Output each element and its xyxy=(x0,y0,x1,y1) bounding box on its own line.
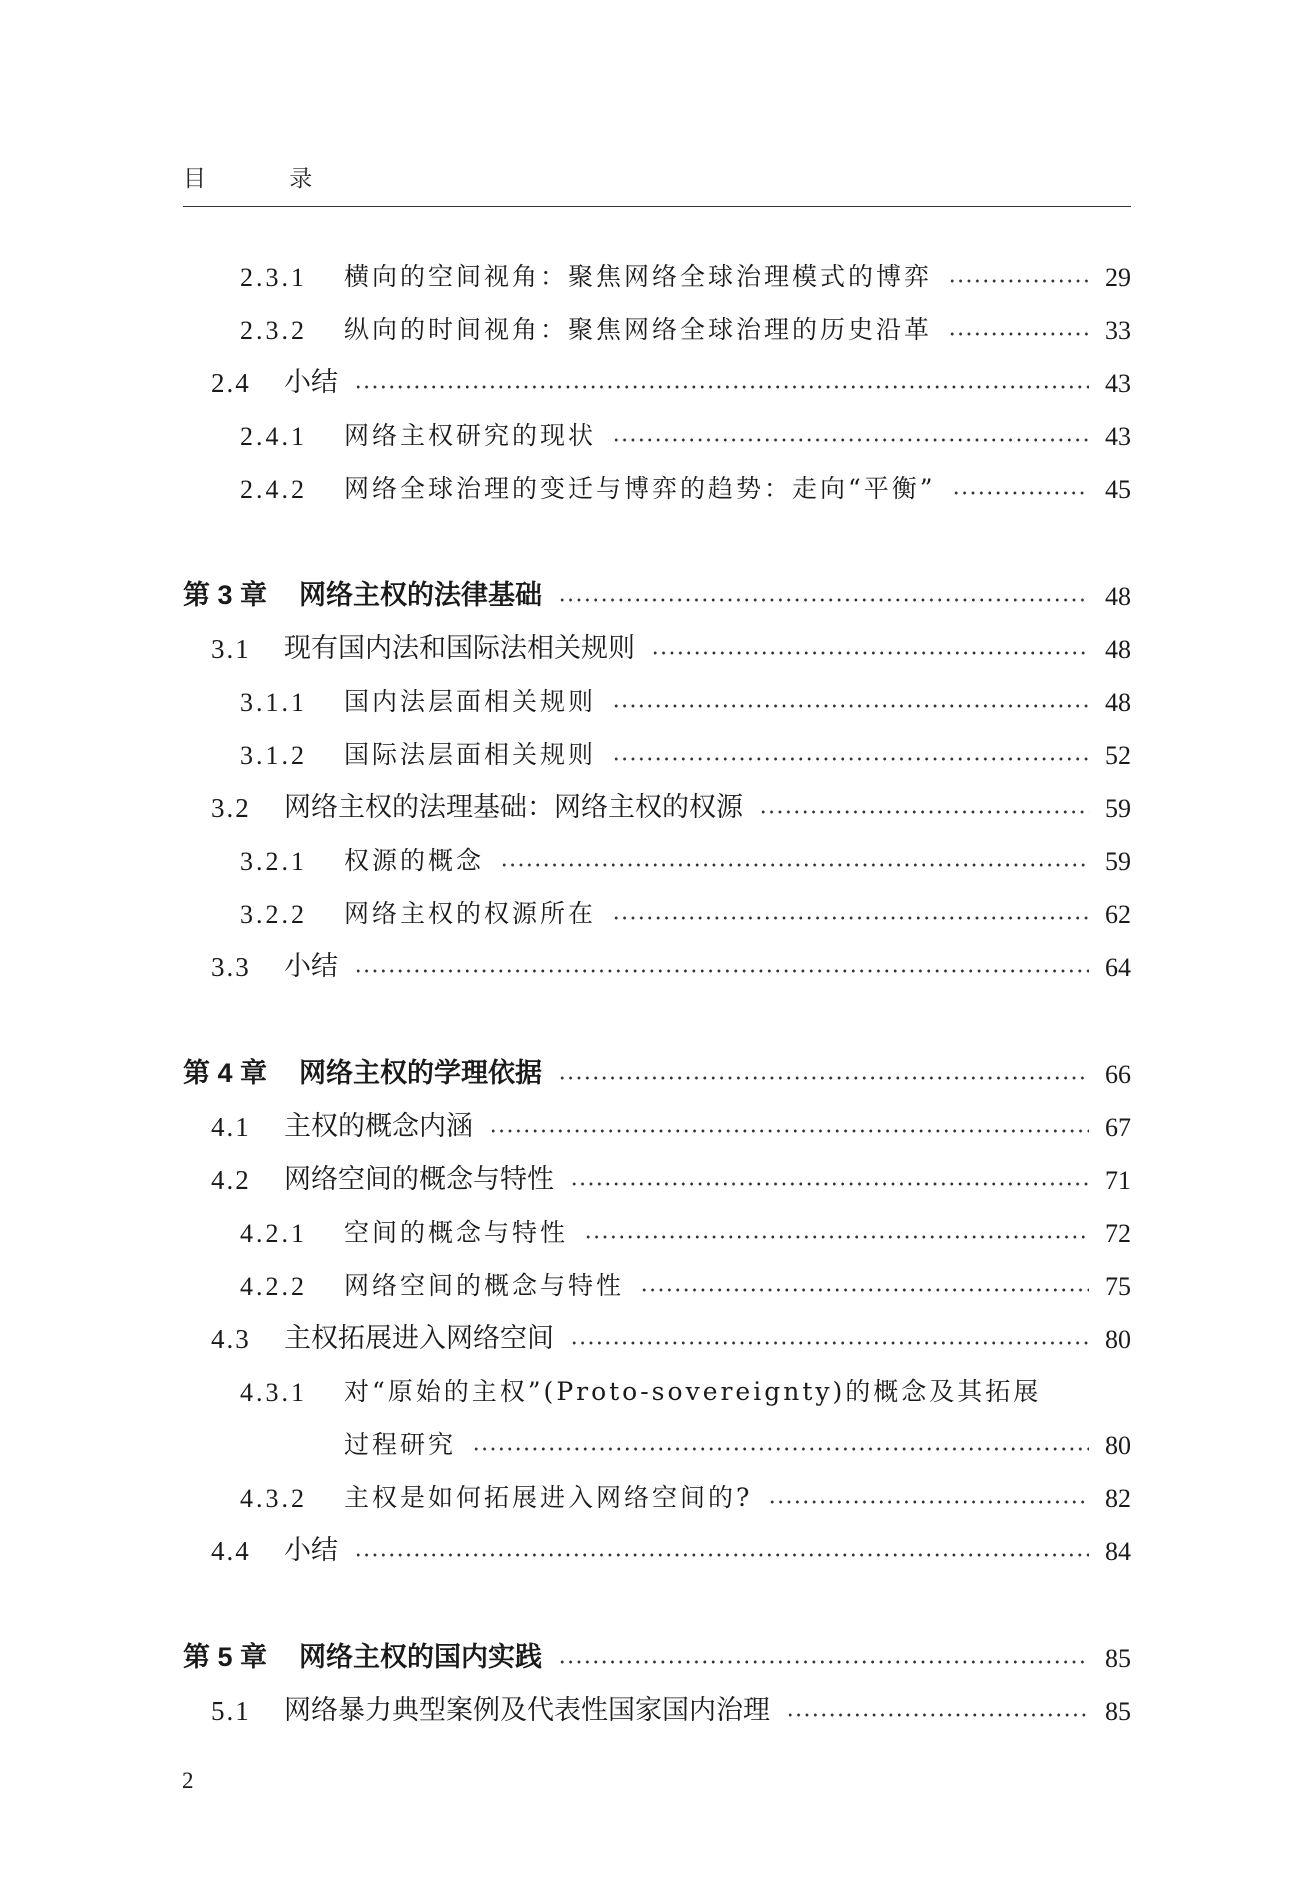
toc-entry-page: 59 xyxy=(1105,794,1131,823)
toc-entry-number: 第 3 章 xyxy=(183,580,268,610)
toc-entry-page: 72 xyxy=(1105,1219,1131,1248)
toc-entry-number: 3.1.1 xyxy=(240,688,307,717)
toc-entry-2-4-2 xyxy=(0,465,1307,505)
dot-leader xyxy=(786,1710,1089,1720)
toc-entry-page: 43 xyxy=(1105,369,1131,398)
toc-entry-title: 国际法层面相关规则 xyxy=(344,740,597,769)
toc-entry-title: 网络主权研究的现状 xyxy=(344,421,597,450)
toc-entry-title: 主权是如何拓展进入网络空间的? xyxy=(344,1483,753,1512)
toc-entry-4-2-1 xyxy=(0,1209,1307,1249)
toc-entry-title: 网络空间的概念与特性 xyxy=(284,1164,554,1195)
toc-entry-title: 小结 xyxy=(284,951,338,982)
toc-entry-number: 4.2.1 xyxy=(240,1219,307,1248)
toc-entry-title: 主权拓展进入网络空间 xyxy=(284,1323,554,1354)
toc-entry-number: 2.3.2 xyxy=(240,316,307,345)
toc-entry-page: 66 xyxy=(1105,1060,1131,1089)
toc-chapter-3 xyxy=(0,572,1307,612)
toc-entry-number: 4.3.1 xyxy=(240,1378,307,1407)
toc-entry-page: 84 xyxy=(1105,1537,1131,1566)
toc-entry-3-3 xyxy=(0,943,1307,983)
toc-entry-page: 52 xyxy=(1105,741,1131,770)
toc-entry-page: 85 xyxy=(1105,1697,1131,1726)
toc-entry-2-3-2 xyxy=(0,306,1307,346)
toc-entry-title: 网络暴力典型案例及代表性国家国内治理 xyxy=(284,1695,770,1726)
toc-entry-number: 3.2.1 xyxy=(240,847,307,876)
dot-leader xyxy=(952,488,1089,498)
toc-entry-page: 85 xyxy=(1105,1644,1131,1673)
toc-entry-page: 80 xyxy=(1105,1431,1131,1460)
running-header: 目 录 xyxy=(183,166,351,192)
toc-chapter-4 xyxy=(0,1050,1307,1090)
toc-entry-4-3-1 xyxy=(0,1368,1307,1408)
dot-leader xyxy=(612,435,1089,445)
toc-entry-number: 4.1 xyxy=(211,1112,251,1142)
dot-leader xyxy=(570,1338,1089,1348)
toc-entry-4-2-2 xyxy=(0,1262,1307,1302)
toc-entry-title: 小结 xyxy=(284,1535,338,1566)
toc-entry-page: 64 xyxy=(1105,953,1131,982)
toc-entry-title: 主权的概念内涵 xyxy=(284,1111,473,1142)
toc-entry-number: 3.2 xyxy=(211,793,251,823)
toc-entry-title: 对“原始的主权”(Proto-sovereignty)的概念及其拓展 xyxy=(344,1377,1042,1406)
toc-entry-4-3-2 xyxy=(0,1474,1307,1514)
toc-entry-title: 国内法层面相关规则 xyxy=(344,687,597,716)
dot-leader xyxy=(500,860,1089,870)
dot-leader xyxy=(472,1444,1089,1454)
toc-entry-4-3-1-continued xyxy=(0,1421,1307,1461)
toc-entry-number: 4.3.2 xyxy=(240,1484,307,1513)
toc-entry-2-4 xyxy=(0,359,1307,399)
toc-entry-2-3-1 xyxy=(0,253,1307,293)
toc-entry-number: 2.4.2 xyxy=(240,475,307,504)
toc-entry-title: 网络主权的学理依据 xyxy=(299,1058,542,1088)
toc-entry-number: 3.2.2 xyxy=(240,900,307,929)
toc-entry-number: 4.4 xyxy=(211,1536,251,1566)
dot-leader xyxy=(640,1285,1089,1295)
dot-leader xyxy=(651,648,1089,658)
toc-entry-3-1 xyxy=(0,625,1307,665)
toc-entry-page: 29 xyxy=(1105,263,1131,292)
toc-entry-title: 小结 xyxy=(284,367,338,398)
toc-entry-number: 2.4.1 xyxy=(240,422,307,451)
toc-entry-title: 横向的空间视角：聚焦网络全球治理模式的博弈 xyxy=(344,262,933,291)
toc-entry-title: 网络主权的法律基础 xyxy=(299,580,542,610)
toc-entry-3-2-2 xyxy=(0,890,1307,930)
toc-entry-number: 2.4 xyxy=(211,368,251,398)
toc-entry-3-1-1 xyxy=(0,678,1307,718)
toc-entry-page: 71 xyxy=(1105,1166,1131,1195)
toc-entry-3-2-1 xyxy=(0,837,1307,877)
dot-leader xyxy=(558,1073,1089,1083)
dot-leader xyxy=(489,1126,1089,1136)
dot-leader xyxy=(612,913,1089,923)
toc-entry-page: 48 xyxy=(1105,635,1131,664)
toc-entry-page: 80 xyxy=(1105,1325,1131,1354)
dot-leader xyxy=(612,701,1089,711)
dot-leader xyxy=(558,595,1089,605)
toc-entry-page: 67 xyxy=(1105,1113,1131,1142)
dot-leader xyxy=(948,329,1089,339)
toc-entry-number: 3.3 xyxy=(211,952,251,982)
toc-entry-title: 网络全球治理的变迁与博弈的趋势：走向“平衡” xyxy=(344,474,936,503)
toc-entry-number: 4.2.2 xyxy=(240,1272,307,1301)
dot-leader xyxy=(768,1497,1089,1507)
toc-entry-page: 82 xyxy=(1105,1484,1131,1513)
toc-entry-title: 空间的概念与特性 xyxy=(344,1218,569,1247)
dot-leader xyxy=(948,276,1089,286)
toc-entry-title: 权源的概念 xyxy=(344,846,485,875)
page-number: 2 xyxy=(182,1768,194,1793)
toc-entry-title: 网络空间的概念与特性 xyxy=(344,1271,625,1300)
dot-leader xyxy=(354,1550,1089,1560)
toc-entry-title-continued: 过程研究 xyxy=(344,1430,457,1459)
toc-entry-page: 75 xyxy=(1105,1272,1131,1301)
toc-entry-number: 第 4 章 xyxy=(183,1058,268,1088)
toc-entry-5-1 xyxy=(0,1687,1307,1727)
toc-entry-number: 3.1.2 xyxy=(240,741,307,770)
dot-leader xyxy=(354,382,1089,392)
toc-entry-number: 4.3 xyxy=(211,1324,251,1354)
toc-entry-page: 48 xyxy=(1105,688,1131,717)
toc-entry-page: 45 xyxy=(1105,475,1131,504)
toc-entry-page: 43 xyxy=(1105,422,1131,451)
toc-entry-number: 3.1 xyxy=(211,634,251,664)
toc-entry-number: 4.2 xyxy=(211,1165,251,1195)
toc-entry-title: 网络主权的法理基础：网络主权的权源 xyxy=(284,792,743,823)
dot-leader xyxy=(558,1657,1089,1667)
toc-chapter-5 xyxy=(0,1634,1307,1674)
toc-entry-page: 59 xyxy=(1105,847,1131,876)
toc-entry-number: 5.1 xyxy=(211,1696,251,1726)
toc-entry-title: 网络主权的国内实践 xyxy=(299,1642,542,1672)
toc-entry-number: 第 5 章 xyxy=(183,1642,268,1672)
dot-leader xyxy=(584,1232,1089,1242)
toc-entry-title: 现有国内法和国际法相关规则 xyxy=(284,633,635,664)
dot-leader xyxy=(612,754,1089,764)
dot-leader xyxy=(354,966,1089,976)
toc-entry-number: 2.3.1 xyxy=(240,263,307,292)
toc-entry-3-2 xyxy=(0,784,1307,824)
toc-entry-4-4 xyxy=(0,1527,1307,1567)
toc-entry-page: 33 xyxy=(1105,316,1131,345)
toc-entry-page: 62 xyxy=(1105,900,1131,929)
dot-leader xyxy=(759,807,1089,817)
toc-entry-4-1 xyxy=(0,1103,1307,1143)
toc-entry-4-2 xyxy=(0,1156,1307,1196)
dot-leader xyxy=(570,1179,1089,1189)
toc-entry-page: 48 xyxy=(1105,582,1131,611)
toc-entry-title: 纵向的时间视角：聚焦网络全球治理的历史沿革 xyxy=(344,315,933,344)
toc-entry-title: 网络主权的权源所在 xyxy=(344,899,597,928)
toc-entry-2-4-1 xyxy=(0,412,1307,452)
toc-entry-4-3 xyxy=(0,1315,1307,1355)
toc-entry-3-1-2 xyxy=(0,731,1307,771)
